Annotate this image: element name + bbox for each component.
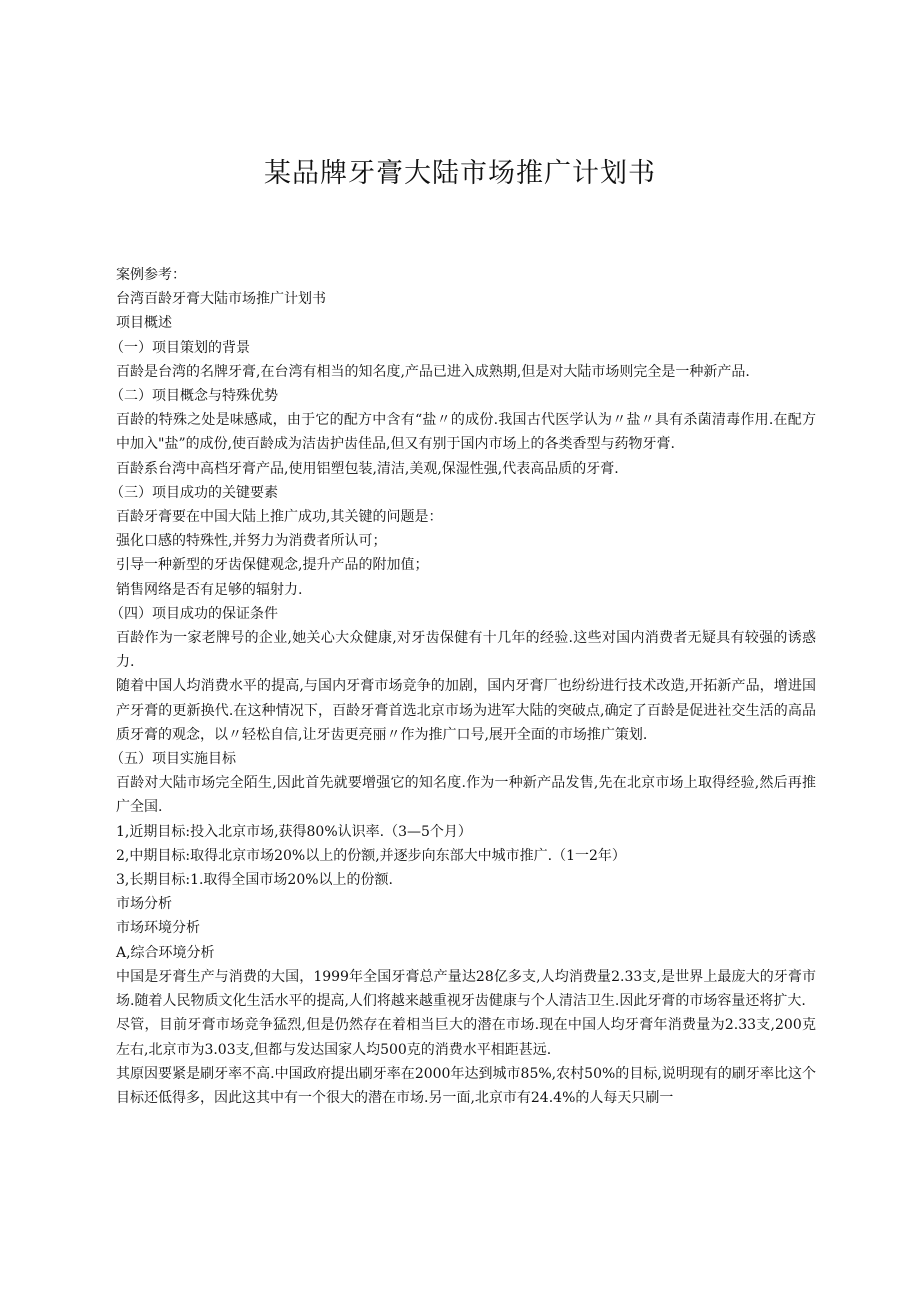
document-body bbox=[110, 263, 816, 1110]
paragraph: 尽管，目前牙膏市场竞争猛烈,但是仍然存在着相当巨大的潜在市场.现在中国人均牙膏年消费量为2.33支,200克左右,北京市为3.03支,但都与发达国家人均500克的消费水平相距甚远. bbox=[116, 1017, 816, 1058]
paragraph: 百龄作为一家老牌号的企业,她关心大众健康,对牙齿保健有十几年的经验.这些对国内消费者无疑具有较强的诱惑力. bbox=[116, 630, 816, 671]
section-heading-market-environment: 市场环境分析 bbox=[116, 920, 200, 937]
paragraph: 百龄是台湾的名牌牙膏,在台湾有相当的知名度,产品已进入成熟期,但是对大陆市场则完全是一种新产品. bbox=[116, 363, 750, 380]
document-title: 某品牌牙膏大陆市场推广计划书 bbox=[264, 158, 656, 189]
paragraph: 百龄的特殊之处是味感咸，由于它的配方中含有“盐〃的成份.我国古代医学认为〃盐〃具有杀菌清毒作用.在配方中加入"盐”的成份,使百龄成为洁齿护齿佳品,但又有别于国内市场上的各类香型与药物牙膏. bbox=[116, 412, 816, 453]
paragraph: 其原因要紧是刷牙率不高.中国政府提出刷牙率在2000年达到城市85%,农村50%的目标,说明现有的刷牙率比这个目标还低得多，因此这其中有一个很大的潜在市场.另一面,北京市有24.4%的人每天只刷一 bbox=[116, 1065, 816, 1106]
list-item: 引导一种新型的牙齿保健观念,提升产品的附加值； bbox=[116, 557, 429, 574]
paragraph-case-reference: 案例参考： bbox=[116, 267, 186, 283]
paragraph: 随着中国人均消费水平的提高,与国内牙膏市场竞争的加剧，国内牙膏厂也纷纷进行技术改造,开拓新产品，增进国产牙膏的更新换代.在这种情况下，百龄牙膏首选北京市场为进军大陆的突破点,确定了百龄是促进社交生活的高品质牙膏的观念，以〃轻松自信,让牙齿更亮丽〃作为推广口号,展开全面的市场推广策划. bbox=[116, 678, 816, 743]
subheading-concept: （二）项目概念与特殊优势 bbox=[110, 388, 278, 405]
list-item: 1,近期目标:投入北京市场,获得80%认识率.（3—5个月） bbox=[116, 823, 472, 840]
paragraph: 百龄牙膏要在中国大陆上推广成功,其关键的问题是： bbox=[116, 509, 443, 526]
subheading-goals: （五）项目实施目标 bbox=[110, 751, 236, 768]
section-heading-overview: 项目概述 bbox=[116, 315, 172, 332]
list-item: 销售网络是否有足够的辐射力. bbox=[116, 581, 303, 598]
list-item: 3,长期目标:1.取得全国市场20%以上的份额. bbox=[116, 872, 393, 889]
section-heading-general-environment: A,综合环境分析 bbox=[116, 944, 215, 961]
paragraph: 中国是牙膏生产与消费的大国，1999年全国牙膏总产量达28亿多支,人均消费量2.33支,是世界上最庞大的牙膏市场.随着人民物质文化生活水平的提高,人们将越来越重视牙齿健康与个人清洁卫生.因此牙膏的市场容量还将扩大. bbox=[116, 968, 816, 1010]
paragraph: 百龄对大陆市场完全陌生,因此首先就要增强它的知名度.作为一种新产品发售,先在北京市场上取得经验,然后再推广全国. bbox=[116, 775, 816, 816]
subheading-key-factors: （三）项目成功的关键要素 bbox=[110, 484, 278, 501]
paragraph-plan-name: 台湾百龄牙膏大陆市场推广计划书 bbox=[116, 291, 326, 308]
list-item: 强化口感的特殊性,并努力为消费者所认可； bbox=[116, 533, 387, 550]
section-heading-market-analysis: 市场分析 bbox=[116, 896, 172, 913]
subheading-background: （一）项目策划的背景 bbox=[110, 339, 250, 356]
list-item: 2,中期目标:取得北京市场20%以上的份额,并逐步向东部大中城市推广.（1一2年） bbox=[116, 847, 626, 864]
subheading-guarantee: （四）项目成功的保证条件 bbox=[110, 605, 278, 622]
paragraph: 百龄系台湾中高档牙膏产品,使用铝塑包装,清洁,美观,保湿性强,代表高品质的牙膏. bbox=[116, 460, 619, 477]
